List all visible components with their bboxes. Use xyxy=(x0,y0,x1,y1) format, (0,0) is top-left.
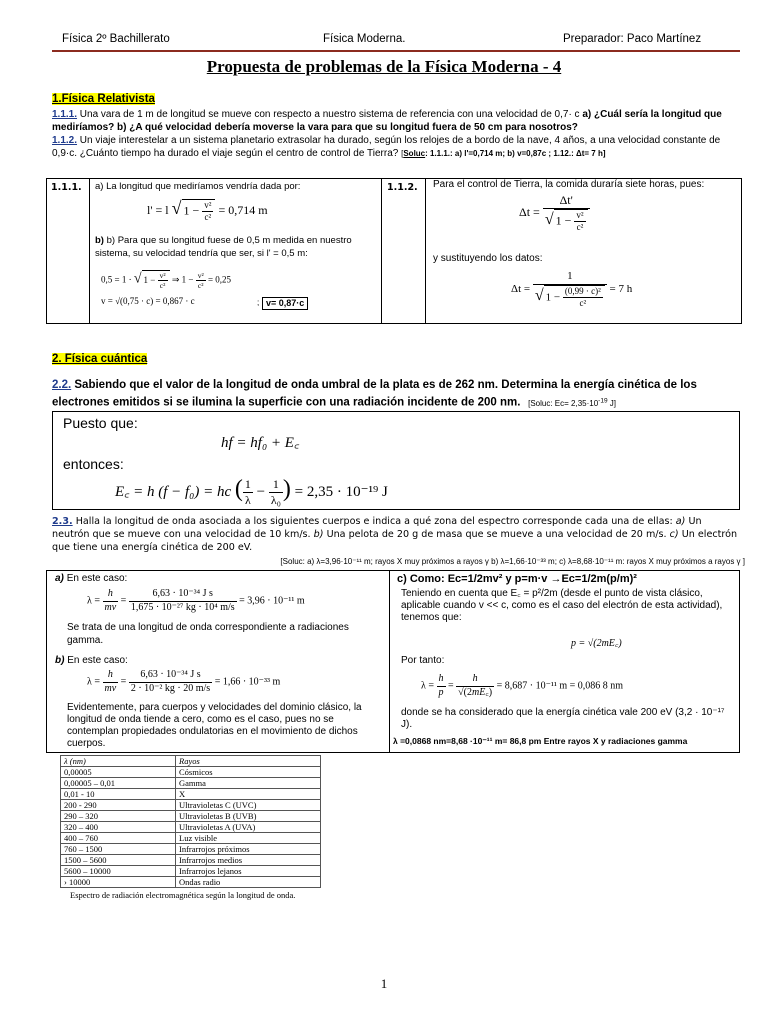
table-row: 290 – 320 Ultravioletas B (UVB) xyxy=(61,811,321,822)
table-row: 320 – 400 Ultravioletas A (UVA) xyxy=(61,822,321,833)
label-cell-1-1-1: 1.1.1. xyxy=(47,179,90,323)
section-heading-cuantica: 2. Física cuántica xyxy=(52,353,148,365)
table-row: 0,01 - 10 X xyxy=(61,789,321,800)
column-header-rays: Rayos xyxy=(176,756,321,767)
time-dilation-substitution: Δt = 1 √ 1 − $\frac{\text{(0,99 · c)²}}{\text{c²}}$ = 7 h xyxy=(511,270,633,308)
solution-box-2-3 xyxy=(46,570,740,753)
solution-2-3-c: c) Como: Ec=1/2mv² y p=m·v →Ec=1/2m(p/m)² Teniendo en cuenta que E꜀ = p²/2m (desde el punto de vista clásico, aplicable cuando v << c, como es el caso del electrón de esta actividad), tenemos que: p = √(2mE꜀) Por tanto: λ = $\frac{h}{p}$ = $\frac{h}{√(2mE꜀)}$ = 8,687 · 10⁻¹¹ m = 0,086 8 nm donde se ha considerado que la energía cinética vale 200 eV (3,2 · 10⁻¹⁷ J). λ =0,0868 nm=8,68 ·10⁻¹¹ m= 86,8 pm Entre rayos X y radiaciones gamma xyxy=(393,573,725,746)
table-row: 760 – 1500 Infrarrojos próximos xyxy=(61,844,321,855)
wavelength-equation-c: λ = $\frac{h}{p}$ = $\frac{h}{√(2mE꜀)}$ = 8,687 · 10⁻¹¹ m = 0,086 8 nm xyxy=(421,673,624,698)
soluc-2-3: [Soluc: a) λ=3,96·10⁻¹¹ m; rayos X muy próximos a rayos γ b) λ=1,66·10⁻³³ m; c) λ=8,68·10⁻¹¹ m: rayos X muy próximos a rayos γ ] xyxy=(280,557,745,566)
problem-2-2: 2.2. Sabiendo que el valor de la longitud de onda umbral de la plata es de 262 nm. Determina la energía cinética de los electrones emitidos si se ilumina la superficie con una radiación incidente de 200 nm. [Soluc: $Ec= 2,35\cdot 10^{-19}$ J] xyxy=(52,379,697,409)
problem-1-1-2: 1.1.2. Un viaje interestelar a un sistema planetario extrasolar ha durado, según los relojes de a bordo de la nave, 4 años, a una velocidad constante de 0,9·c. ¿Cuánto tiempo ha durado el viaje según el centro de control de Tierra? [Soluc: 1.1.1.: a) l'=0,714 m; b) v=0,87c ; 1.12.: Δt= 7 h] xyxy=(52,135,721,159)
table-row: 0,00005 – 0,01 Gamma xyxy=(61,778,321,789)
wavelength-equation-b: λ = $\frac{h}{mv}$ = $\frac{\text{6,63 · 10⁻³⁴ J s}}{\text{2 · 10⁻² kg · 20 m/s}}$ = 1,66 · 10⁻³³ m xyxy=(87,669,281,694)
spectrum-table-wrapper xyxy=(60,755,321,901)
table-row: 200 - 290 Ultravioletas C (UVC) xyxy=(61,800,321,811)
table-row: › 10000 Ondas radio xyxy=(61,877,321,888)
page-number: 1 xyxy=(380,976,388,991)
page-title: Propuesta de problemas de la Física Moderna - 4 xyxy=(206,57,562,76)
spectrum-table xyxy=(60,755,321,888)
table-caption: Espectro de radiación electromagnética según la longitud de onda. xyxy=(70,890,296,900)
time-dilation-equation: Δt = Δt' √ 1 − $\frac{\text{v²}}{\text{c²}}$ xyxy=(519,193,590,234)
velocity-equation-1: 0,5 = 1 · √ 1 − $\frac{\text{v²}}{\text{c²}}$ ⇒ 1 − $\frac{\text{v²}}{\text{c²}}$ = 0,25 xyxy=(101,270,232,291)
table-header-row xyxy=(61,756,321,767)
velocity-equation-2: v = √(0,75 · c) = 0,867 · c xyxy=(101,296,195,306)
solution-box-2-2: Puesto que: hf = hf₀ + E꜀ entonces: E꜀ = h (f − f₀) = hc ( $\frac{1}{\lambda}$ − $\frac{1}{\text{λ₀}}$ ) = 2,35 · 10⁻¹⁹ J xyxy=(52,411,740,510)
wavelength-equation-a: λ = $\frac{h}{mv}$ = $\frac{\text{6,63 · 10⁻³⁴ J s}}{\text{1,675 · 10⁻²⁷ kg · 10⁴ m/s}}$ = 3,96 · 10⁻¹¹ m xyxy=(87,588,305,613)
header-topic: Física Moderna. xyxy=(323,33,406,45)
length-contraction-equation: l' = l √ 1 − $\frac{\text{v²}}{\text{c²}}$ = 0,714 m xyxy=(147,198,268,223)
kinetic-energy-equation: E꜀ = h (f − f₀) = hc ( $\frac{1}{\lambda}$ − $\frac{1}{\text{λ₀}}$ ) = 2,35 · 10⁻¹⁹ J xyxy=(115,476,388,508)
solution-2-3-ab: a) En este caso: λ = $\frac{h}{mv}$ = $\frac{\text{6,63 · 10⁻³⁴ J s}}{\text{1,675 · 10⁻²⁷ kg · 10⁴ m/s}}$ = 3,96 · 10⁻¹¹ m Se trata de una longitud de onda correspondiente a radiaciones gamma. b) En este caso: λ = $\frac{h}{mv}$ = $\frac{\text{6,63 · 10⁻³⁴ J s}}{\text{2 · 10⁻² kg · 20 m/s}}$ = 1,66 · 10⁻³³ m Evidentemente, para cuerpos y velocidades del dominio clásico, la longitud de onda tiende a cero, como es el caso, pues no se contemplan propiedades ondulatorias en el movimiento de dichos cuerpos. xyxy=(47,571,390,752)
header-author: Preparador: Paco Martínez xyxy=(563,33,702,45)
result-box-velocity: v= 0,87·c xyxy=(262,297,308,310)
header-course: Física 2º Bachillerato xyxy=(62,33,170,45)
table-row: 5600 – 10000 Infrarrojos lejanos xyxy=(61,866,321,877)
table-row: 1500 – 5600 Infrarrojos medios xyxy=(61,855,321,866)
problem-1-1-1: 1.1.1. Una vara de 1 m de longitud se mueve con respecto a nuestro sistema de referencia con una velocidad de 0,7· c a) ¿Cuál sería la longitud que mediríamos? b) ¿A qué velocidad debería moverse la vara para que su longitud fuera de 50 cm para nosotros? xyxy=(52,109,722,133)
table-row: 400 – 760 Luz visible xyxy=(61,833,321,844)
solution-1-1-2: Para el control de Tierra, la comida duraría siete horas, pues: Δt = Δt' √ 1 − $\frac{\text{v²}}{\text{c²}}$ y sustituyendo los datos: Δt = 1 √ 1 − $\frac{\text{(0,99 · c)²}}{\text{c²}}$ = 7 h xyxy=(433,179,705,308)
solution-box-relativity xyxy=(46,178,742,324)
table-row: 0,00005 Cósmicos xyxy=(61,767,321,778)
column-header-wavelength: λ (nm) xyxy=(61,756,176,767)
solution-1-1-1: a) La longitud que mediríamos vendría dada por: l' = l √ 1 − $\frac{\text{v²}}{\text{c²}}$ = 0,714 m b) b) Para que su longitud fuese de 0,5 m medida en nuestro sistema, su velocidad tendría que ser, si l' = 0,5 m: 0,5 = 1 · √ 1 − $\frac{\text{v²}}{\text{c²}}$ ⇒ 1 − $\frac{\text{v²}}{\text{c²}}$ = 0,25 v = √(0,75 · c) = 0,867 · c ; v= 0,87·c xyxy=(91,179,382,323)
label-cell-1-1-2: 1.1.2. xyxy=(383,179,426,323)
section-heading-relativista: 1.Física Relativista xyxy=(52,93,155,105)
header-rule xyxy=(52,50,740,52)
problem-2-3: 2.3. Halla la longitud de onda asociada a los siguientes cuerpos e indica a qué zona del espectro corresponde cada una de ellas: a) Un neutrón que se mueve con una velocidad de 10 km/s. b) Una pelota de 20 g de masa que se mueve a una velocidad de 20 m/s. c) Un electrón que tiene una energía cinética de 200 eV. xyxy=(52,516,738,553)
